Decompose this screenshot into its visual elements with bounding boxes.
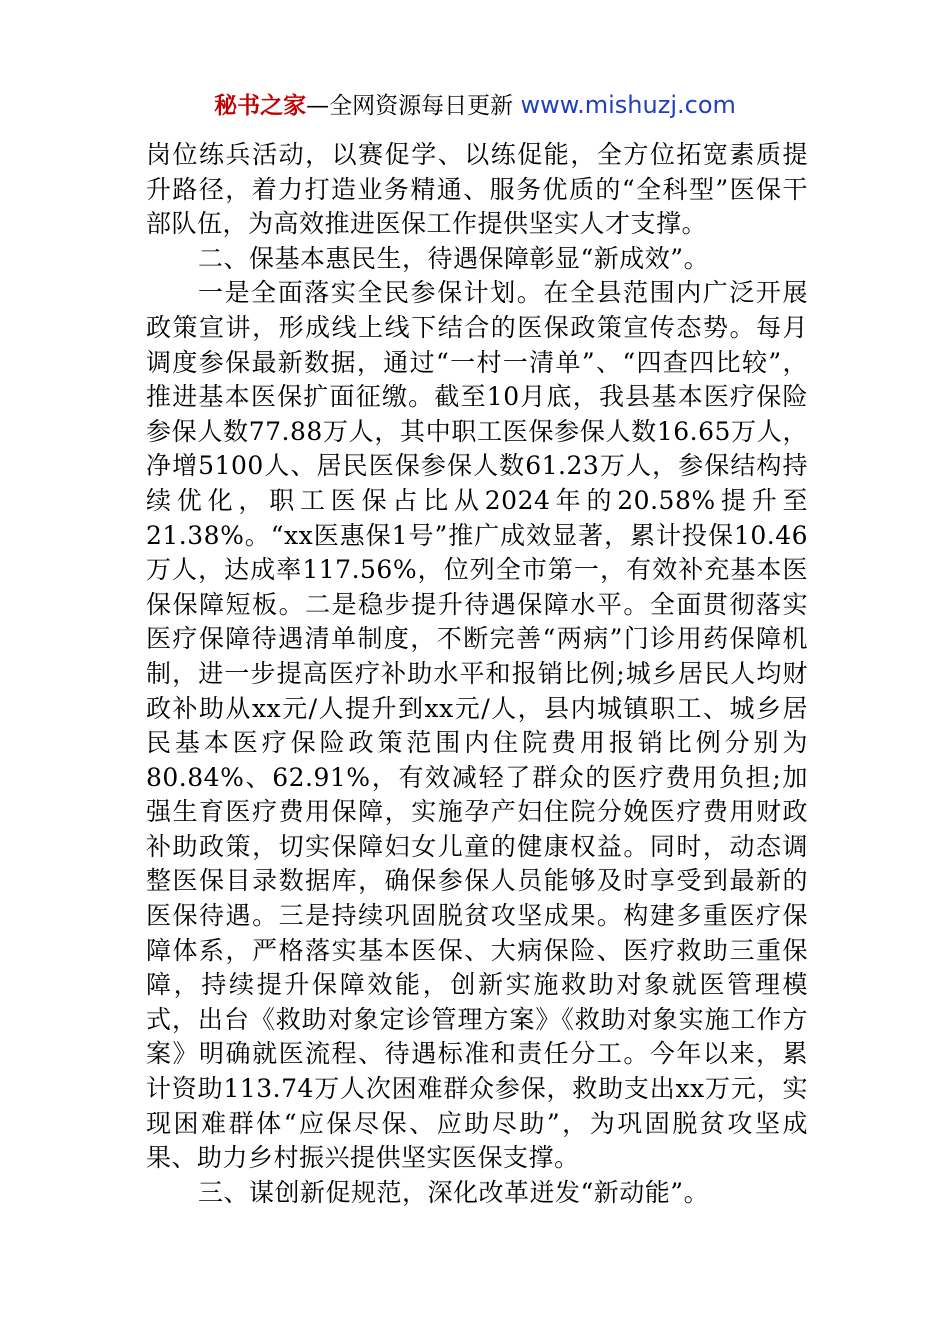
document-body <box>146 138 808 1210</box>
site-header <box>0 88 950 123</box>
paragraph-body: 一是全面落实全民参保计划。在全县范围内广泛开展政策宣讲，形成线上线下结合的医保政策宣传态势。每月调度参保最新数据，通过“一村一清单”、“四查四比较”，推进基本医保扩面征缴。截至10月底，我县基本医疗保险参保人数77.88万人，其中职工医保参保人数16.65万人，净增5100人、居民医保参保人数61.23万人，参保结构持续优化，职工医保占比从2024年的20.58%提升至21.38%。“xx医惠保1号”推广成效显著，累计投保10.46万人，达成率117.56%，位列全市第一，有效补充基本医保保障短板。二是稳步提升待遇保障水平。全面贯彻落实医疗保障待遇清单制度，不断完善“两病”门诊用药保障机制，进一步提高医疗补助水平和报销比例;城乡居民人均财政补助从xx元/人提升到xx元/人，县内城镇职工、城乡居民基本医疗保险政策范围内住院费用报销比例分别为80.84%、62.91%，有效减轻了群众的医疗费用负担;加强生育医疗费用保障，实施孕产妇住院分娩医疗费用财政补助政策，切实保障妇女儿童的健康权益。同时，动态调整医保目录数据库，确保参保人员能够及时享受到最新的医保待遇。三是持续巩固脱贫攻坚成果。构建多重医疗保障体系，严格落实基本医保、大病保险、医疗救助三重保障，持续提升保障效能，创新实施救助对象就医管理模式，出台《救助对象定诊管理方案》《救助对象实施工作方案》明确就医流程、待遇标准和责任分工。今年以来，累计资助113.74万人次困难群众参保，救助支出xx万元，实现困难群体“应保尽保、应助尽助”，为巩固脱贫攻坚成果、助力乡村振兴提供坚实医保支撑。 <box>146 278 808 1173</box>
site-url-link[interactable]: www.mishuzj.com <box>520 91 736 119</box>
site-brand: 秘书之家 <box>214 93 307 119</box>
section-heading-2: 二、保基本惠民生，待遇保障彰显“新成效”。 <box>198 243 710 273</box>
paragraph-continuation: 岗位练兵活动，以赛促学、以练促能，全方位拓宽素质提升路径，着力打造业务精通、服务优质的“全科型”医保干部队伍，为高效推进医保工作提供坚实人才支撑。 <box>146 140 808 239</box>
section-heading-3: 三、谋创新促规范，深化改革迸发“新动能”。 <box>198 1177 710 1207</box>
site-tagline: —全网资源每日更新 <box>306 93 521 119</box>
